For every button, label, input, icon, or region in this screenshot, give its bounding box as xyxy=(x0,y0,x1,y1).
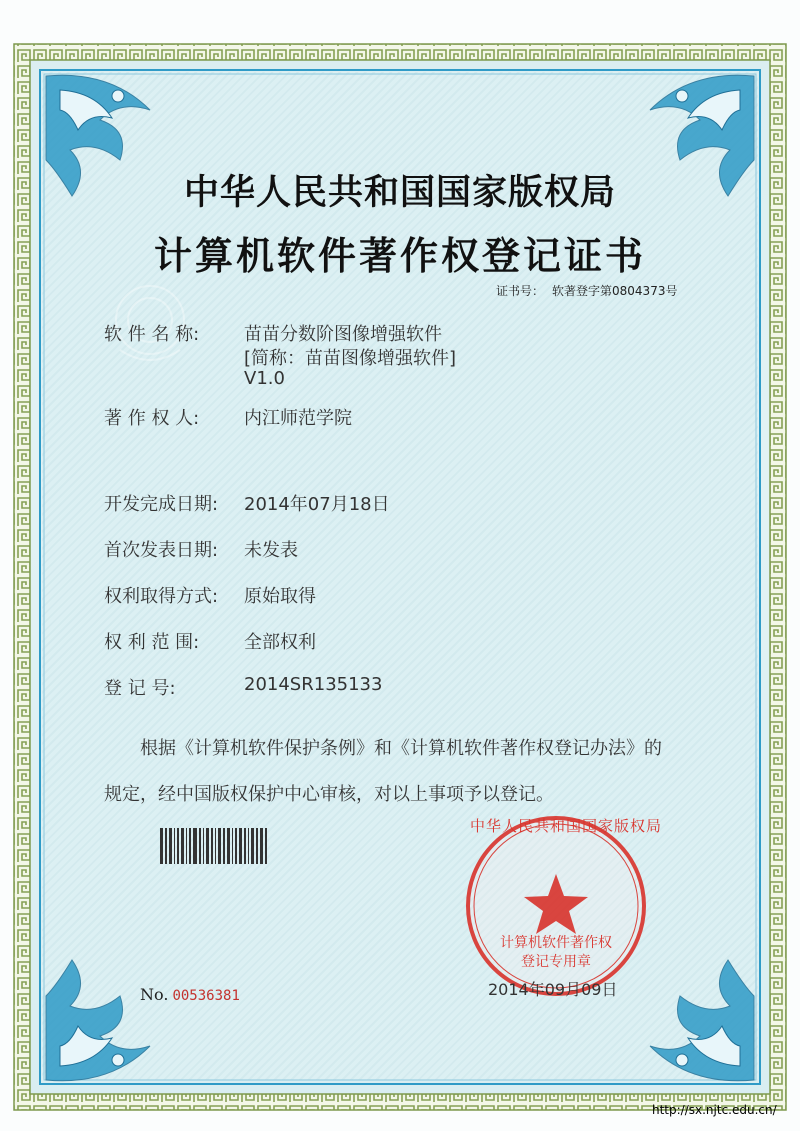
serial-number-label: No. xyxy=(140,985,169,1004)
owner-value: 内江师范学院 xyxy=(244,408,352,429)
source-website: http://sx.njtc.edu.cn/ xyxy=(652,1103,777,1117)
certificate-title: 计算机软件著作权登记证书 xyxy=(153,234,646,278)
barcode xyxy=(160,828,267,864)
declaration-line-2: 规定，经中国版权保护中心审核，对以上事项予以登记。 xyxy=(104,784,554,805)
scope-value: 全部权利 xyxy=(244,632,316,653)
certificate-number xyxy=(496,282,677,299)
seal-outer-text: 中华人民共和国国家版权局 xyxy=(470,817,663,835)
serial-number-value: 00536381 xyxy=(172,988,240,1004)
dev-date-value: 2014年07月18日 xyxy=(244,494,390,515)
registration-number-label: 登 记 号: xyxy=(104,678,176,699)
serial-number xyxy=(140,985,240,1004)
registration-number-value: 2014SR135133 xyxy=(244,674,383,695)
corner-ornament-bottom-left xyxy=(46,960,150,1081)
certificate-number-label: 证书号： xyxy=(496,284,545,298)
publish-date-label: 首次发表日期: xyxy=(104,540,219,561)
software-version: V1.0 xyxy=(244,368,285,389)
seal-line-2: 登记专用章 xyxy=(521,954,591,970)
software-name-label: 软 件 名 称: xyxy=(104,324,200,345)
owner-label: 著 作 权 人: xyxy=(104,408,200,429)
certificate-number-value: 软著登字第0804373号 xyxy=(552,284,678,298)
software-name-value: 苗苗分数阶图像增强软件 xyxy=(244,324,442,345)
scope-label: 权 利 范 围: xyxy=(104,632,200,653)
dev-date-label: 开发完成日期: xyxy=(104,494,219,515)
acquire-method-label: 权利取得方式: xyxy=(104,586,219,607)
acquire-method-value: 原始取得 xyxy=(244,586,316,607)
issue-date: 2014年09月09日 xyxy=(488,980,618,999)
software-short-name: [简称：苗苗图像增强软件] xyxy=(244,348,457,369)
declaration-line-1: 根据《计算机软件保护条例》和《计算机软件著作权登记办法》的 xyxy=(140,738,662,759)
publish-date-value: 未发表 xyxy=(244,540,298,561)
corner-ornament-bottom-right xyxy=(650,960,754,1081)
seal-line-1: 计算机软件著作权 xyxy=(500,935,612,951)
issuer-name: 中华人民共和国国家版权局 xyxy=(183,173,616,213)
